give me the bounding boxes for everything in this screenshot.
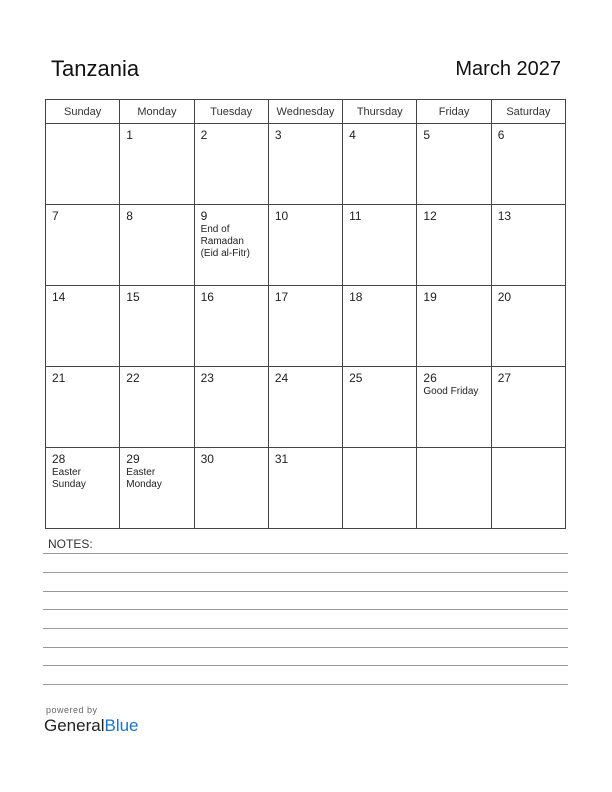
- notes-label: NOTES:: [48, 537, 93, 551]
- weekday-friday: Friday: [417, 100, 491, 124]
- day-cell: [491, 286, 565, 367]
- day-number: 6: [497, 128, 505, 142]
- notes-line: [43, 684, 568, 685]
- day-number: 2: [200, 128, 208, 142]
- day-cell: [46, 448, 120, 529]
- day-number: 10: [274, 209, 289, 223]
- notes-line: [43, 609, 568, 610]
- day-cell: [491, 205, 565, 286]
- holiday-label: Good Friday: [423, 386, 479, 397]
- day-cell: [343, 448, 417, 529]
- day-number: 17: [274, 290, 289, 304]
- day-number: 12: [423, 209, 437, 223]
- day-number: 20: [497, 290, 512, 304]
- week-row-4: [46, 367, 566, 448]
- day-cell: [46, 367, 120, 448]
- day-number: 14: [52, 290, 66, 304]
- day-cell: [417, 205, 491, 286]
- day-cell: [268, 367, 342, 448]
- day-number: 22: [126, 371, 140, 385]
- day-number: 9: [200, 209, 208, 223]
- day-number: 25: [349, 371, 363, 385]
- day-cell: [194, 448, 268, 529]
- day-number: 8: [126, 209, 133, 223]
- day-cell: [46, 205, 120, 286]
- day-number: 11: [349, 209, 362, 223]
- notes-line: [43, 553, 568, 554]
- weekday-sunday: Sunday: [46, 100, 120, 124]
- notes-line: [43, 665, 568, 666]
- day-cell: [417, 448, 491, 529]
- weekday-tuesday: Tuesday: [194, 100, 268, 124]
- calendar-grid: [45, 99, 566, 529]
- powered-by-text: powered by: [46, 705, 98, 715]
- day-number: 29: [126, 452, 140, 466]
- day-cell: [194, 205, 268, 286]
- day-number: 21: [52, 371, 66, 385]
- day-number: 13: [497, 209, 512, 223]
- day-number: 30: [200, 452, 214, 466]
- weekday-saturday: Saturday: [491, 100, 565, 124]
- day-cell: [417, 286, 491, 367]
- day-number: 3: [274, 128, 282, 142]
- day-cell: [343, 124, 417, 205]
- day-cell: [46, 286, 120, 367]
- holiday-label: Easter Monday: [126, 467, 162, 490]
- week-row-2: [46, 205, 566, 286]
- day-cell: [120, 367, 194, 448]
- day-cell: [343, 205, 417, 286]
- holiday-label: Easter Sunday: [52, 467, 86, 490]
- weekday-wednesday: Wednesday: [268, 100, 342, 124]
- day-cell: [268, 286, 342, 367]
- day-number: 28: [52, 452, 66, 466]
- day-number: 1: [126, 128, 133, 142]
- generalblue-logo: [44, 716, 139, 736]
- week-row-3: [46, 286, 566, 367]
- day-cell: [343, 367, 417, 448]
- notes-line: [43, 628, 568, 629]
- day-number: 24: [274, 371, 289, 385]
- day-cell: [120, 124, 194, 205]
- day-number: 31: [274, 452, 289, 466]
- day-cell: [491, 124, 565, 205]
- day-number: 27: [497, 371, 512, 385]
- day-cell: [194, 124, 268, 205]
- weekday-header-row: [46, 100, 566, 124]
- day-cell: [268, 124, 342, 205]
- weekday-thursday: Thursday: [343, 100, 417, 124]
- day-cell: [194, 367, 268, 448]
- day-number: 16: [200, 290, 214, 304]
- day-cell: [491, 448, 565, 529]
- day-number: 5: [423, 128, 431, 142]
- day-cell: [46, 124, 120, 205]
- day-number: 15: [126, 290, 140, 304]
- day-cell: [417, 124, 491, 205]
- day-cell: [268, 205, 342, 286]
- day-cell: [491, 367, 565, 448]
- weekday-monday: Monday: [120, 100, 194, 124]
- day-number: 7: [52, 209, 59, 223]
- day-cell: [268, 448, 342, 529]
- day-cell: [120, 448, 194, 529]
- day-number: 4: [349, 128, 356, 142]
- day-number: 23: [200, 371, 214, 385]
- day-number: 26: [423, 371, 437, 385]
- day-cell: [343, 286, 417, 367]
- notes-line: [43, 591, 568, 592]
- day-cell: [120, 286, 194, 367]
- week-row-5: [46, 448, 566, 529]
- notes-line: [43, 647, 568, 648]
- day-number: 19: [423, 290, 437, 304]
- day-number: 18: [349, 290, 363, 304]
- day-cell: [120, 205, 194, 286]
- week-row-1: [46, 124, 566, 205]
- logo-text-blue: Blue: [104, 716, 139, 735]
- calendar-month-title: March 2027: [455, 58, 561, 80]
- day-cell: [194, 286, 268, 367]
- notes-line: [43, 572, 568, 573]
- calendar-country-title: Tanzania: [51, 56, 140, 81]
- holiday-label: End of Ramadan (Eid al-Fitr): [200, 224, 251, 259]
- logo-text-general: General: [44, 716, 105, 735]
- day-cell: [417, 367, 491, 448]
